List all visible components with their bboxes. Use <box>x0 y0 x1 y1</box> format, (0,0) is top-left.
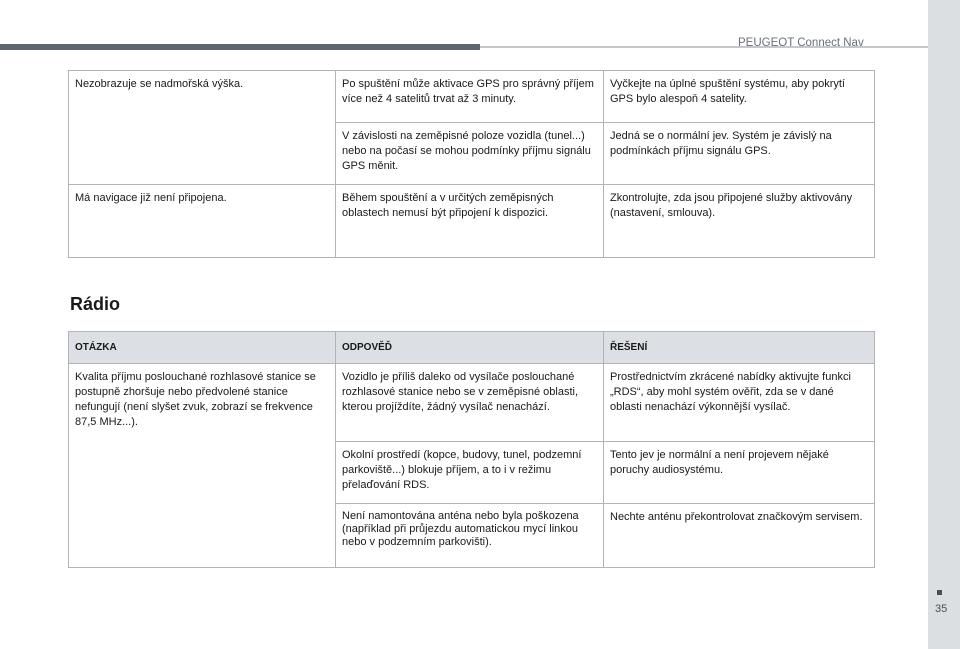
column-header-question: OTÁZKA <box>69 332 336 364</box>
question-cell: Nezobrazuje se nadmořská výška. <box>69 71 336 185</box>
cause-cell: Po spuštění může aktivace GPS pro správný příjem více než 4 satelitů trvat až 3 minuty. <box>336 71 604 123</box>
header-rule-dark <box>0 44 480 50</box>
solution-cell: Nechte anténu překontrolovat značkovým servisem. <box>604 504 875 568</box>
solution-cell: Zkontrolujte, zda jsou připojené služby aktivovány (nastavení, smlouva). <box>604 185 875 258</box>
cause-cell: Není namontována anténa nebo byla poškozena (například při průjezdu automatickou mycí linkou nebo v podzemním parkovišti). <box>336 504 604 568</box>
cause-cell: Vozidlo je příliš daleko od vysílače poslouchané rozhlasové stanice nebo se v zeměpisné oblasti, kterou projíždíte, žádný vysílač nenachází. <box>336 364 604 442</box>
page-marker <box>937 590 942 595</box>
cause-cell: Okolní prostředí (kopce, budovy, tunel, podzemní parkoviště...) blokuje příjem, a to i v režimu přelaďování RDS. <box>336 442 604 504</box>
column-header-solution: ŘEŠENÍ <box>604 332 875 364</box>
solution-cell: Tento jev je normální a není projevem nějaké poruchy audiosystému. <box>604 442 875 504</box>
page-edge-strip <box>928 0 960 649</box>
table-row <box>69 364 875 442</box>
cause-cell: V závislosti na zeměpisné poloze vozidla (tunel...) nebo na počasí se mohou podmínky příjmu signálu GPS měnit. <box>336 123 604 185</box>
solution-cell: Jedná se o normální jev. Systém je závislý na podmínkách příjmu signálu GPS. <box>604 123 875 185</box>
manual-title: PEUGEOT Connect Nav <box>738 37 864 49</box>
cause-cell: Během spouštění a v určitých zeměpisných oblastech nemusí být připojení k dispozici. <box>336 185 604 258</box>
solution-cell: Vyčkejte na úplné spuštění systému, aby pokrytí GPS bylo alespoň 4 satelity. <box>604 71 875 123</box>
table-header-row <box>69 332 875 364</box>
column-header-answer: ODPOVĚĎ <box>336 332 604 364</box>
page-number: 35 <box>935 603 948 615</box>
solution-cell: Prostřednictvím zkrácené nabídky aktivujte funkci „RDS“, aby mohl systém ověřit, zda se v dané oblasti nenachází výkonnější vysílač. <box>604 364 875 442</box>
radio-troubleshooting-table <box>68 331 875 568</box>
question-cell: Má navigace již není připojena. <box>69 185 336 258</box>
question-cell: Kvalita příjmu poslouchané rozhlasové stanice se postupně zhoršuje nebo předvolené stanice nefungují (není slyšet zvuk, zobrazí se frekvence 87,5 MHz...). <box>69 364 336 568</box>
table-row <box>69 185 875 258</box>
navigation-troubleshooting-table <box>68 70 875 258</box>
table-row <box>69 71 875 123</box>
section-title-radio: Rádio <box>70 294 121 314</box>
